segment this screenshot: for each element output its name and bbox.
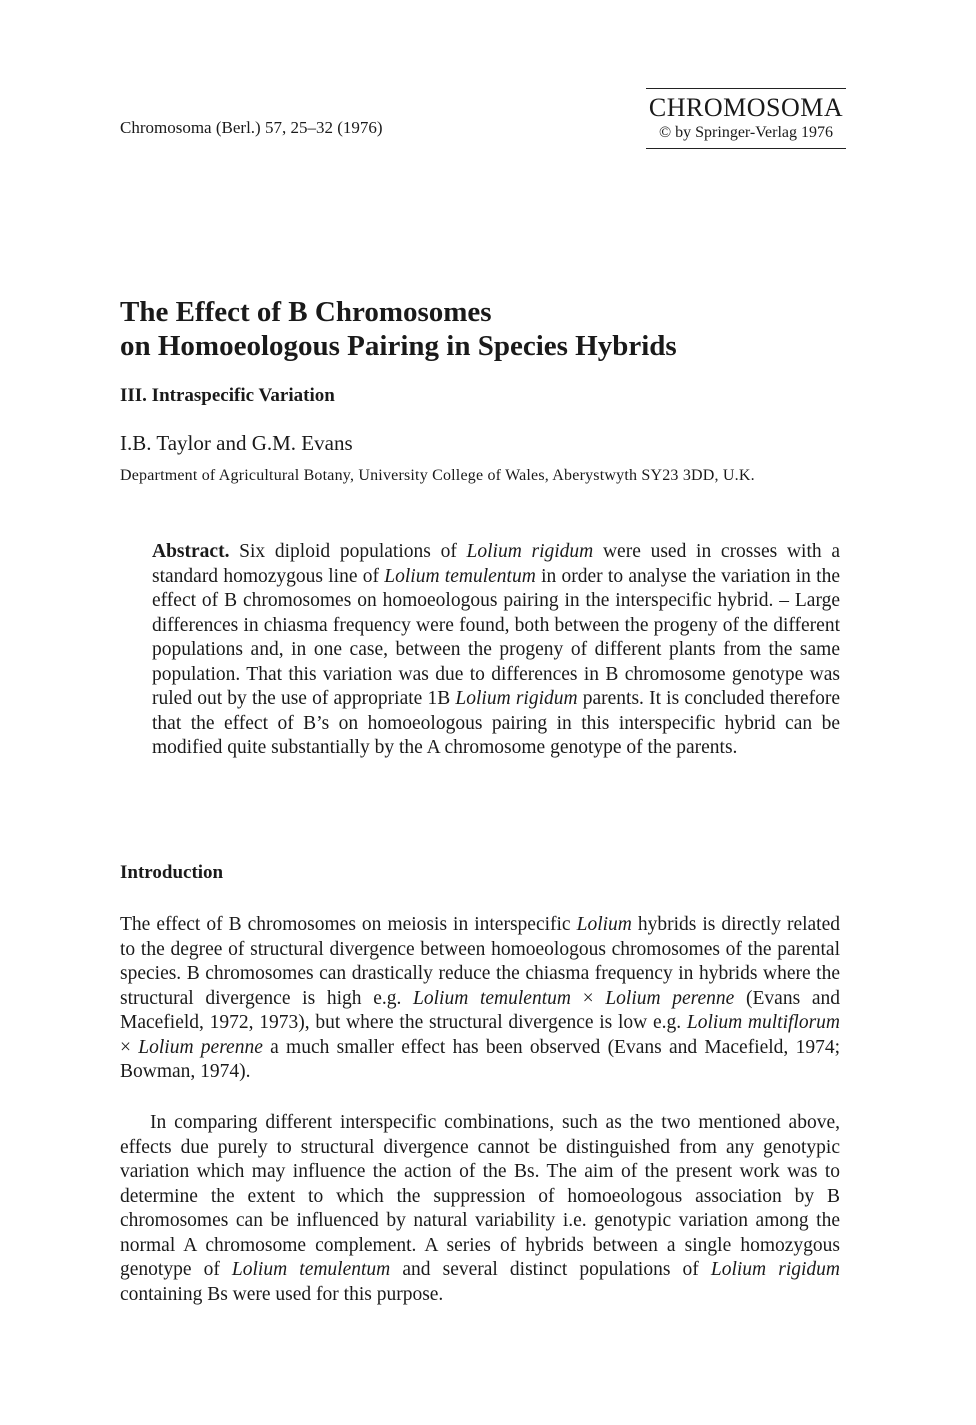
title-line-2: on Homoeologous Pairing in Species Hybrids: [120, 330, 677, 362]
journal-copyright: © by Springer-Verlag 1976: [658, 124, 834, 141]
paragraph-text: containing Bs were used for this purpose.: [120, 1283, 444, 1305]
article-subtitle: III. Intraspecific Variation: [120, 385, 335, 406]
journal-citation: Chromosoma (Berl.) 57, 25–32 (1976): [120, 118, 383, 137]
article-title: [120, 295, 880, 363]
paragraph-text: (Evans and Macefield, 1972, 1973), but where the structural divergence is low e.g.: [120, 987, 840, 1033]
species-name: Lolium rigidum: [710, 1259, 840, 1280]
journal-masthead: [646, 88, 846, 149]
paragraph-text: hybrids is directly related to the degree of structural divergence between homoeologous chromosomes of the parental species. B chromosomes can drastically reduce the chiasma frequency in hybrids where the structural divergence is high e.g.: [120, 914, 840, 1009]
species-name: Lolium perenne: [138, 1036, 263, 1058]
paragraph-text: a much smaller effect has been observed (Evans and Macefield, 1974; Bowman, 1974).: [120, 1036, 840, 1082]
paragraph-text: In comparing different interspecific combinations, such as the two mentioned above, effects due purely to structural divergence cannot be distinguished from any genotypic variation which may influence the action of the Bs. The aim of the present work was to determine the extent to which the suppression of homoeologous association by B chromosomes can be influenced by natural variability i.e. genotypic variation among the normal A chromosome complement. A series of hybrids between a single homozygous genotype of: [120, 1112, 840, 1280]
species-name: Lolium temulentum: [413, 987, 571, 1009]
species-name: Lolium rigidum: [455, 688, 578, 709]
masthead-top-rule: [646, 88, 846, 89]
species-name: Lolium perenne: [605, 987, 735, 1009]
abstract-text: were used in crosses with a standard homozygous line of: [152, 541, 840, 587]
abstract-text: in order to analyse the variation in the effect of B chromosomes on homoeologous pairing in the interspecific hybrid. – Large differences in chiasma frequency were found, both between the progeny of the different populations and, in one case, between the progeny of different plants from the same population. That this variation was due to differences in B chromosome genotype was ruled out by the use of appropriate 1B: [152, 565, 840, 709]
paragraph-text: The effect of B chromosomes on meiosis in interspecific: [120, 914, 577, 935]
abstract-text: parents. It is concluded therefore that the effect of B’s on homoeologous pairing in this interspecific hybrid can be modified quite substantially by the A chromosome genotype of the parents.: [152, 688, 840, 758]
title-line-1: The Effect of B Chromosomes: [120, 296, 492, 328]
abstract-text: Six diploid populations of: [229, 541, 467, 562]
species-name: Lolium temulentum: [384, 565, 536, 587]
journal-name: CHROMOSOMA: [648, 93, 844, 122]
species-name: Lolium temulentum: [231, 1259, 391, 1280]
introduction-paragraph-1: [120, 913, 840, 1085]
cross-symbol: ×: [570, 987, 606, 1009]
affiliation: Department of Agricultural Botany, University College of Wales, Aberystwyth SY23 3DD, U.K.: [120, 467, 755, 484]
species-name: Lolium multiflorum: [686, 1012, 841, 1033]
species-name: Lolium rigidum: [466, 541, 594, 562]
species-name: Lolium: [576, 914, 632, 935]
introduction-paragraph-2: [120, 1111, 840, 1307]
abstract-label: Abstract.: [152, 541, 230, 562]
cross-symbol: ×: [120, 1036, 139, 1058]
masthead-bottom-rule: [646, 148, 846, 149]
abstract: [152, 540, 840, 761]
authors: I.B. Taylor and G.M. Evans: [120, 431, 353, 455]
paragraph-text: and several distinct populations of: [390, 1259, 711, 1280]
section-heading-introduction: Introduction: [120, 862, 224, 883]
